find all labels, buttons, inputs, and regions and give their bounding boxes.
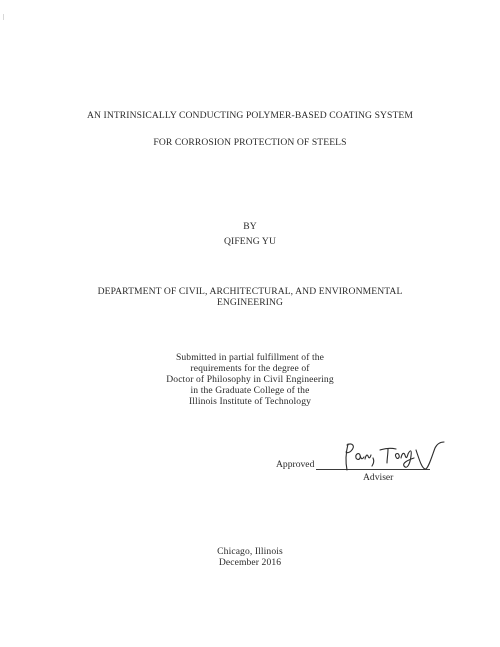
submission-line-5: Illinois Institute of Technology [189, 396, 311, 407]
submission-line-3: Doctor of Philosophy in Civil Engineering [166, 374, 334, 385]
submission-line-4: in the Graduate College of the [190, 385, 310, 396]
approved-label: Approved [276, 459, 315, 470]
submission-line-1: Submitted in partial fulfillment of the [175, 352, 325, 363]
thesis-title-line-2: FOR CORROSION PROTECTION OF STEELS [153, 137, 347, 148]
scan-mark [3, 14, 8, 20]
department-line-2: ENGINEERING [216, 297, 284, 308]
place-line: Chicago, Illinois [217, 546, 283, 557]
date-line: December 2016 [218, 557, 282, 568]
department-line-1: DEPARTMENT OF CIVIL, ARCHITECTURAL, AND ENVIRONMENTAL [97, 286, 403, 297]
thesis-title-line-1: AN INTRINSICALLY CONDUCTING POLYMER-BASED COATING SYSTEM [86, 110, 414, 121]
by-label: BY [243, 221, 257, 232]
submission-line-2: requirements for the degree of [190, 363, 310, 374]
adviser-signature [338, 436, 448, 474]
author-name: QIFENG YU [224, 236, 276, 247]
adviser-label: Adviser [363, 472, 394, 483]
